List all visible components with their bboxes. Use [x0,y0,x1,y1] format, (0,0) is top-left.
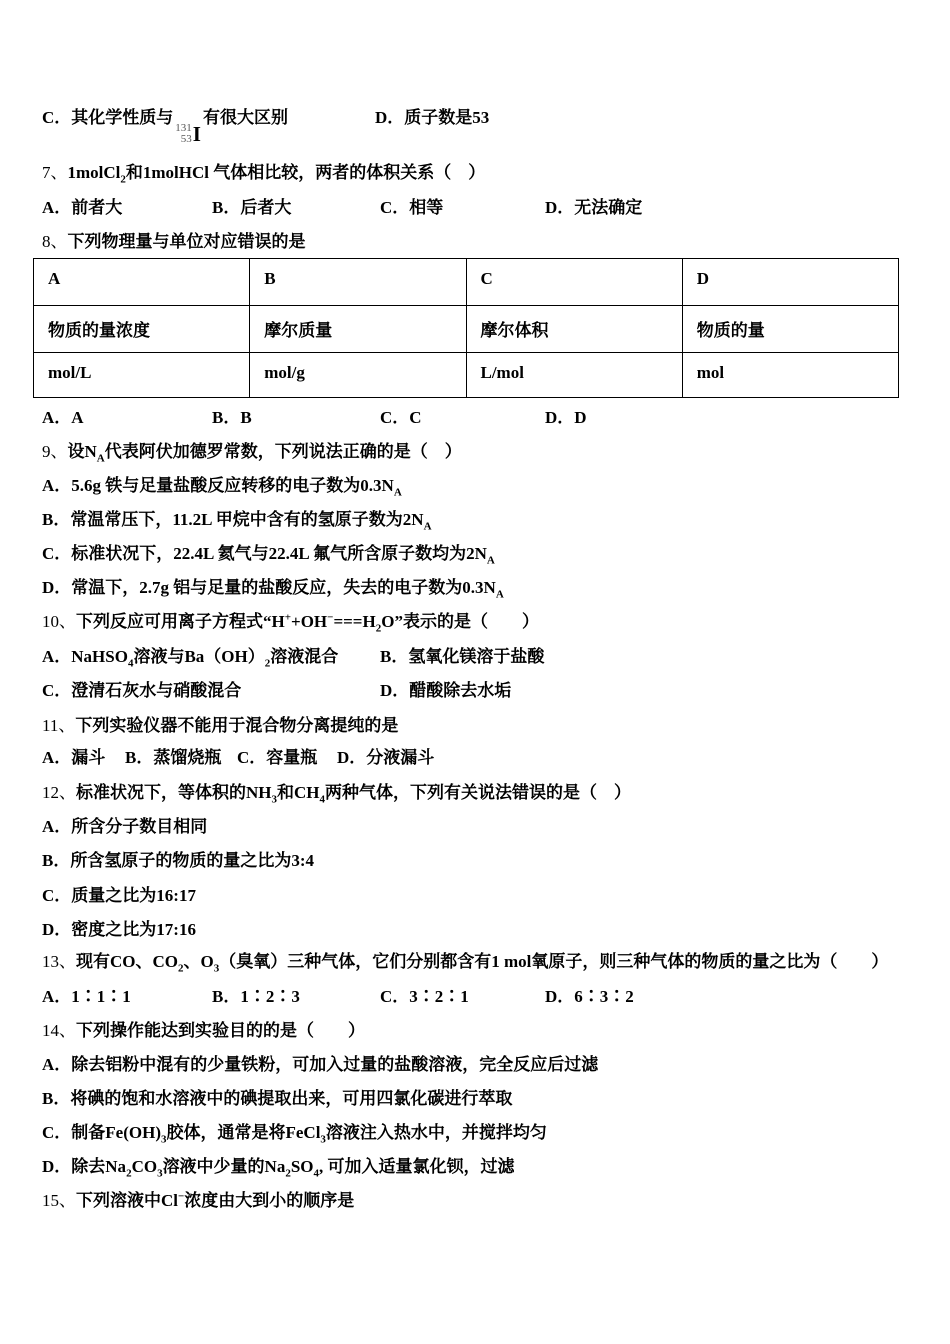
question-10-number: 10、 [42,612,76,631]
question-11-option-a: A．漏斗 [42,748,106,767]
question-12-text: 标准状况下，等体积的$NH_3$和$CH_4$两种气体，下列有关说法错误的是（ ） [76,783,631,806]
question-8 [42,230,927,253]
option-c-text-prefix: C．其化学性质与 [42,108,174,127]
table-cell: mol [682,353,898,398]
table-cell: C [466,259,682,306]
isotope-atomic-number: 53 [180,133,192,145]
question-12-option-c: C．质量之比为16:17 [42,886,196,905]
table-cell: B [250,259,466,306]
table-cell: 摩尔体积 [466,306,682,353]
table-header-row [34,259,899,306]
question-14-option-a: A．除去铝粉中混有的少量铁粉，可加入过量的盐酸溶液，完全反应后过滤 [42,1055,599,1074]
question-14 [42,1019,927,1042]
table-cell: A [34,259,250,306]
question-13-option-d: D．6∶3∶2 [545,987,634,1006]
question-7-option-c: C．相等 [380,198,444,217]
question-9-option-d: D．常温下，2.7g 铝与足量的盐酸反应，失去的电子数为$0.3N_A$ [42,578,504,601]
question-7 [42,161,927,184]
question-13-text: 现有CO、$CO_2$、$O_3$（臭氧）三种气体，它们分别都含有1 mol氧原子，则三种气体的物质的量之比为（ ） [76,952,889,975]
question-12-option-a: A．所含分子数目相同 [42,817,208,836]
question-7-option-d: D．无法确定 [545,198,643,217]
table-cell: D [682,259,898,306]
question-8-table [33,258,899,398]
question-8-option-b: B．B [212,408,252,427]
question-8-number: 8、 [42,232,68,251]
question-14-option-c: C．制备$Fe(OH)_3$胶体，通常是将FeCl$_3$溶液注入热水中，并搅拌均匀 [42,1123,547,1146]
question-10-option-a: A．NaHSO$_4$溶液与$Ba(OH)_2$溶液混合 [42,647,339,670]
question-11-option-c: C．容量瓶 [237,748,318,767]
table-quantity-row [34,306,899,353]
question-8-option-d: D．D [545,408,587,427]
question-12-option-b: B．所含氢原子的物质的量之比为3:4 [42,851,314,870]
question-6-option-c [42,106,288,146]
question-13-number: 13、 [42,952,76,971]
question-10-text: 下列反应可用离子方程式“$H^++OH^-===H_2O$”表示的是（ ） [76,611,539,635]
question-8-option-a: A．A [42,408,84,427]
question-14-option-d: D．除去$Na_2CO_3$溶液中少量的$Na_2SO_4$, 可加入适量氯化钡，过滤 [42,1157,515,1180]
question-15 [42,1189,927,1212]
question-14-text: 下列操作能达到实验目的的是（ ） [76,1021,365,1040]
question-13 [42,950,927,973]
isotope-symbol: I [192,121,201,146]
question-9-option-c: C．标准状况下，22.4L 氦气与22.4L 氟气所含原子数均为$2N_A$ [42,544,495,567]
table-cell: 摩尔质量 [250,306,466,353]
question-8-option-c: C．C [380,408,422,427]
question-10-option-b: B．氢氧化镁溶于盐酸 [380,647,545,666]
question-11 [42,714,927,737]
isotope-mass-number: 131 [175,122,192,134]
question-7-number: 7、 [42,163,68,182]
question-9 [42,440,927,463]
question-11-option-d: D．分液漏斗 [337,748,435,767]
table-cell: mol/g [250,353,466,398]
question-12 [42,781,927,804]
question-10 [42,610,927,633]
question-11-option-b: B．蒸馏烧瓶 [125,748,222,767]
question-15-text: 下列溶液中Cl−浓度由大到小的顺序是 [76,1190,355,1210]
question-7-text: 1molCl$_2$和1molHCl 气体相比较，两者的体积关系（ ） [67,163,486,186]
question-14-number: 14、 [42,1021,76,1040]
question-10-option-d: D．醋酸除去水垢 [380,681,512,700]
question-10-option-c: C．澄清石灰水与硝酸混合 [42,681,242,700]
table-cell: mol/L [34,353,250,398]
table-cell: 物质的量浓度 [34,306,250,353]
question-8-text: 下列物理量与单位对应错误的是 [67,232,306,251]
question-12-number: 12、 [42,783,76,802]
table-cell: L/mol [466,353,682,398]
table-unit-row [34,353,899,398]
question-9-text: 设$N_A$代表阿伏加德罗常数，下列说法正确的是（ ） [67,442,462,465]
question-11-number: 11、 [42,716,76,735]
question-11-text: 下列实验仪器不能用于混合物分离提纯的是 [75,716,399,735]
question-15-number: 15、 [42,1191,76,1210]
table-cell: 物质的量 [682,306,898,353]
option-c-text-suffix: 有很大区别 [202,108,288,127]
question-9-option-a: A．5.6g 铁与足量盐酸反应转移的电子数为$0.3N_A$ [42,476,402,499]
question-13-option-c: C．3∶2∶1 [380,987,469,1006]
question-7-option-b: B．后者大 [212,198,292,217]
question-7-option-a: A．前者大 [42,198,123,217]
question-12-option-d: D．密度之比为17:16 [42,920,196,939]
question-6-option-d: D．质子数是53 [375,108,490,127]
question-9-option-b: B．常温常压下，11.2L 甲烷中含有的氢原子数为$2N_A$ [42,510,432,533]
question-14-option-b: B．将碘的饱和水溶液中的碘提取出来，可用四氯化碳进行萃取 [42,1089,513,1108]
isotope-notation [175,123,201,146]
question-13-option-b: B．1∶2∶3 [212,987,300,1006]
question-13-option-a: A．1∶1∶1 [42,987,131,1006]
question-9-number: 9、 [42,442,68,461]
